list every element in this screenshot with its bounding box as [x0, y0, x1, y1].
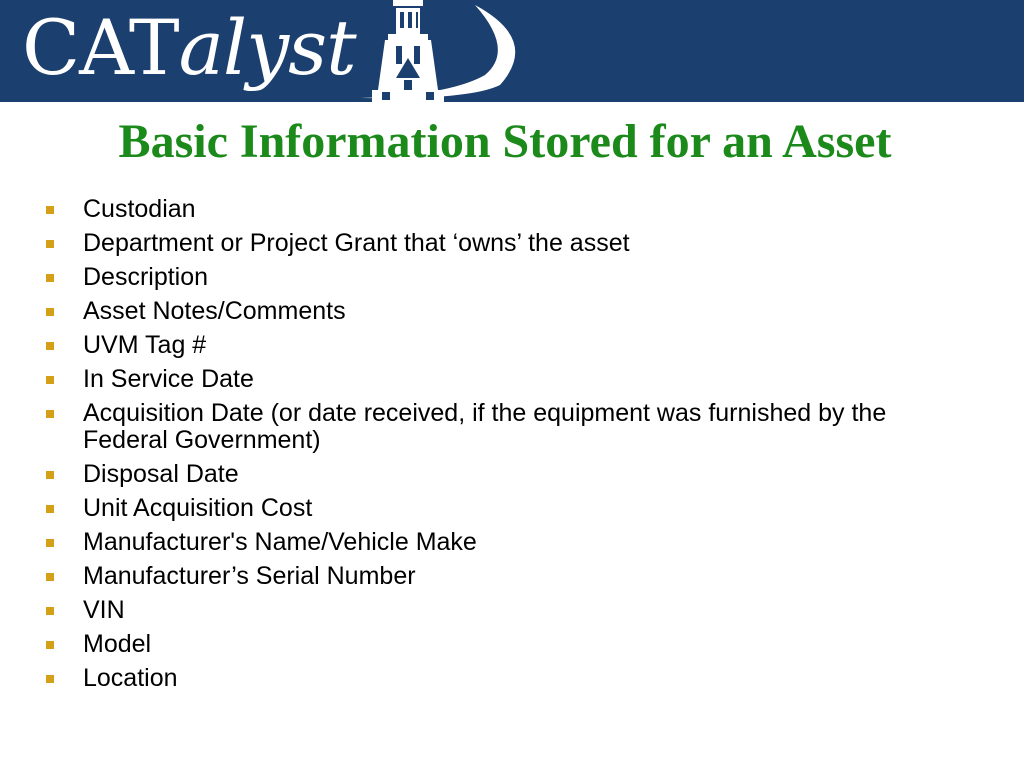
bullet-square-icon	[46, 539, 54, 547]
list-item-text: Description	[83, 263, 209, 291]
bullet-square-icon	[46, 240, 54, 248]
bullet-square-icon	[46, 505, 54, 513]
list-item	[40, 400, 940, 454]
bullet-square-icon	[46, 308, 54, 316]
bullet-square-icon	[46, 274, 54, 282]
list-item	[40, 230, 940, 257]
list-item-text: Manufacturer's Name/Vehicle Make	[83, 528, 477, 556]
logo-italic: alyst	[178, 3, 356, 92]
bullet-square-icon	[46, 206, 54, 214]
list-item-text: Location	[83, 664, 178, 692]
list-item-text: Disposal Date	[83, 460, 239, 488]
list-item-text: Department or Project Grant that ‘owns’ the asset	[83, 229, 630, 257]
list-item	[40, 597, 940, 624]
bullet-square-icon	[46, 607, 54, 615]
list-item	[40, 631, 940, 658]
list-item	[40, 298, 940, 325]
bullet-square-icon	[46, 471, 54, 479]
list-item-text: VIN	[83, 596, 125, 624]
logo-caps: CAT	[22, 3, 179, 92]
bullet-square-icon	[46, 410, 54, 418]
slide-title: Basic Information Stored for an Asset	[118, 115, 892, 168]
bullet-square-icon	[46, 641, 54, 649]
header-banner	[0, 0, 1024, 102]
list-item-text: Acquisition Date (or date received, if the equipment was furnished by the Federal Government)	[83, 399, 887, 454]
list-item	[40, 665, 940, 692]
list-item-text: Manufacturer’s Serial Number	[83, 562, 416, 590]
list-item	[40, 366, 940, 393]
bullet-square-icon	[46, 342, 54, 350]
building-tower-icon	[300, 0, 540, 102]
list-item-text: UVM Tag #	[83, 331, 207, 359]
list-item-text: Asset Notes/Comments	[83, 297, 346, 325]
list-item	[40, 196, 940, 223]
bullet-list	[40, 196, 940, 699]
list-item	[40, 563, 940, 590]
bullet-square-icon	[46, 573, 54, 581]
list-item	[40, 461, 940, 488]
list-item-text: Custodian	[83, 195, 196, 223]
list-item	[40, 495, 940, 522]
list-item	[40, 332, 940, 359]
list-item-text: Model	[83, 630, 152, 658]
list-item-text: Unit Acquisition Cost	[83, 494, 313, 522]
bullet-square-icon	[46, 376, 54, 384]
bullet-square-icon	[46, 675, 54, 683]
list-item-text: In Service Date	[83, 365, 254, 393]
list-item	[40, 529, 940, 556]
list-item	[40, 264, 940, 291]
